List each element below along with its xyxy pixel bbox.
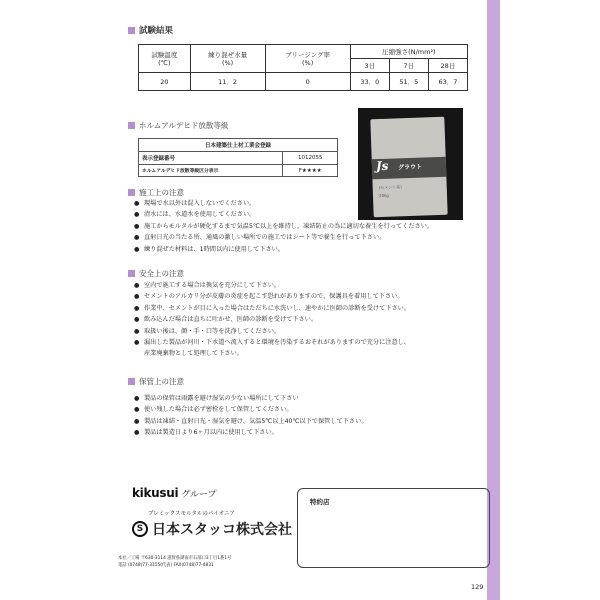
cell-7day: 51．5 [389, 73, 428, 91]
grade-value: F★★★★ [283, 165, 338, 177]
list-item: ● 飲み込んだ場合は直ちに吐かせ、医師の診断を受けて下さい。 [134, 316, 318, 324]
table-row [139, 73, 468, 91]
list-item-continuation: 産業廃棄物として処理して下さい。 [144, 350, 243, 358]
dealer-label: 特約店 [310, 498, 330, 506]
company-name-block [132, 519, 292, 539]
storage-heading [128, 376, 184, 387]
list-item: ● 使い残した場合は必ず密栓をして保管してください。 [134, 406, 293, 414]
header-3day: 3日 [350, 59, 389, 73]
list-item: ● 取扱い後は、顔・手・口等を洗浄してください。 [134, 327, 281, 335]
test-results-title: 試験結果 [139, 26, 174, 36]
section-marker-icon [128, 378, 135, 385]
section-marker-icon [128, 270, 135, 277]
construction-heading [128, 187, 184, 198]
list-item: ● 清水には、水道水を使用してください。 [134, 211, 256, 219]
dealer-box [297, 488, 490, 568]
company-name: 日本スタッコ株式会社 [152, 522, 292, 538]
storage-title: 保管上の注意 [139, 377, 184, 386]
header-water: 練り混ぜ水量 (%) [190, 45, 265, 73]
bag-logo: Js [375, 158, 389, 174]
section-marker-icon [128, 189, 135, 196]
list-item: ● 漏出した製品が河川・下水道へ流入すると環境を汚染するおそれがありますので充分に注意し、 [134, 339, 411, 347]
brand-logo [132, 486, 217, 500]
formaldehyde-table [138, 138, 338, 177]
reg-number-label: 表示登録番号 [139, 152, 283, 165]
list-item: ● 作業中、セメントが目に入った場合はただちに水洗いし、速やかに医師の診断を受けて下さい。 [134, 304, 411, 312]
cell-temp: 20 [139, 73, 191, 91]
cell-28day: 63．7 [428, 73, 467, 91]
list-item: ● 製品の保管は雨露を避け湿気の少ない場所にして下さい [134, 395, 299, 402]
list-item: ● セメントのアルカリ分が皮膚の炎症を起こす恐れがありますので、保護具を着用して下さい。 [134, 293, 404, 301]
grade-label: ホルムアルデヒド放散等級区分表示 [139, 165, 283, 177]
cell-3day: 33．0 [350, 73, 389, 91]
formaldehyde-heading [128, 120, 228, 131]
list-item: ● 練り混ぜた材料は、1時間以内に使用して下さい。 [134, 245, 285, 253]
formaldehyde-org: 日本建築仕上材工業会登録 [139, 139, 338, 152]
list-item: ● 現場で水以外は混入しないでください。 [134, 200, 256, 207]
table-row [139, 165, 338, 177]
bag-weight: 20kg [378, 192, 390, 199]
bag-product-name: グラウト [397, 163, 423, 172]
header-bleeding: ブリージング率 (%) [265, 45, 350, 73]
list-item: ● 製品は凍結・直射日光・湿気を避け、気温5℃以上40℃以下で保管して下さい。 [134, 417, 368, 425]
brand-group: グループ [181, 490, 217, 500]
section-marker-icon [128, 122, 135, 129]
list-item: ● 製品は製造日より6ヶ月以内に使用して下さい。 [134, 429, 278, 437]
phone-line: 電話 (0748)77-3155(代表) FAX(0748)77-4831 [118, 563, 214, 568]
storage-list [134, 393, 367, 439]
construction-list [134, 198, 433, 255]
construction-title: 施工上の注意 [139, 188, 184, 197]
header-temp: 試験温度 (℃) [139, 45, 191, 73]
test-results-table [138, 44, 468, 91]
safety-heading [128, 268, 184, 279]
header-strength: 圧縮強さ(N/mm²) [350, 45, 467, 59]
bag-subtitle: (セメント系) [378, 184, 402, 191]
header-28day: 28日 [428, 59, 467, 73]
reg-number-value: 1012055 [283, 152, 338, 165]
list-item: ● 直射日光の当たる所、通風の激しい場所での施工ではシート等で養生を行って下さい。 [134, 234, 386, 242]
page-number: 129 [471, 583, 484, 591]
tagline: プレミックスモルタルのパイオニア [148, 511, 236, 517]
brand-name: kikusui [132, 486, 179, 500]
formaldehyde-title: ホルムアルデヒド放散等級 [139, 121, 229, 130]
test-results-heading [128, 24, 173, 36]
header-7day: 7日 [389, 59, 428, 73]
cell-water: 11．2 [190, 73, 265, 91]
section-marker-icon [128, 27, 135, 34]
address-line: 本社／工場 〒630-3114 滋賀県湖南市石部口3丁目1番1号 [118, 556, 232, 561]
list-item: ● 室内で施工する場合は換気を充分にして下さい。 [134, 282, 281, 289]
safety-title: 安全上の注意 [139, 269, 184, 278]
cell-bleeding: 0 [265, 73, 350, 91]
company-s-logo-icon: S [132, 521, 148, 537]
list-item: ● 施工からモルタルが硬化するまで気温5℃以上を維持し、凍結防止の為に適切な養生を行ってください。 [134, 222, 434, 230]
safety-list [134, 280, 410, 360]
table-row [139, 152, 338, 165]
company-address [118, 555, 231, 569]
